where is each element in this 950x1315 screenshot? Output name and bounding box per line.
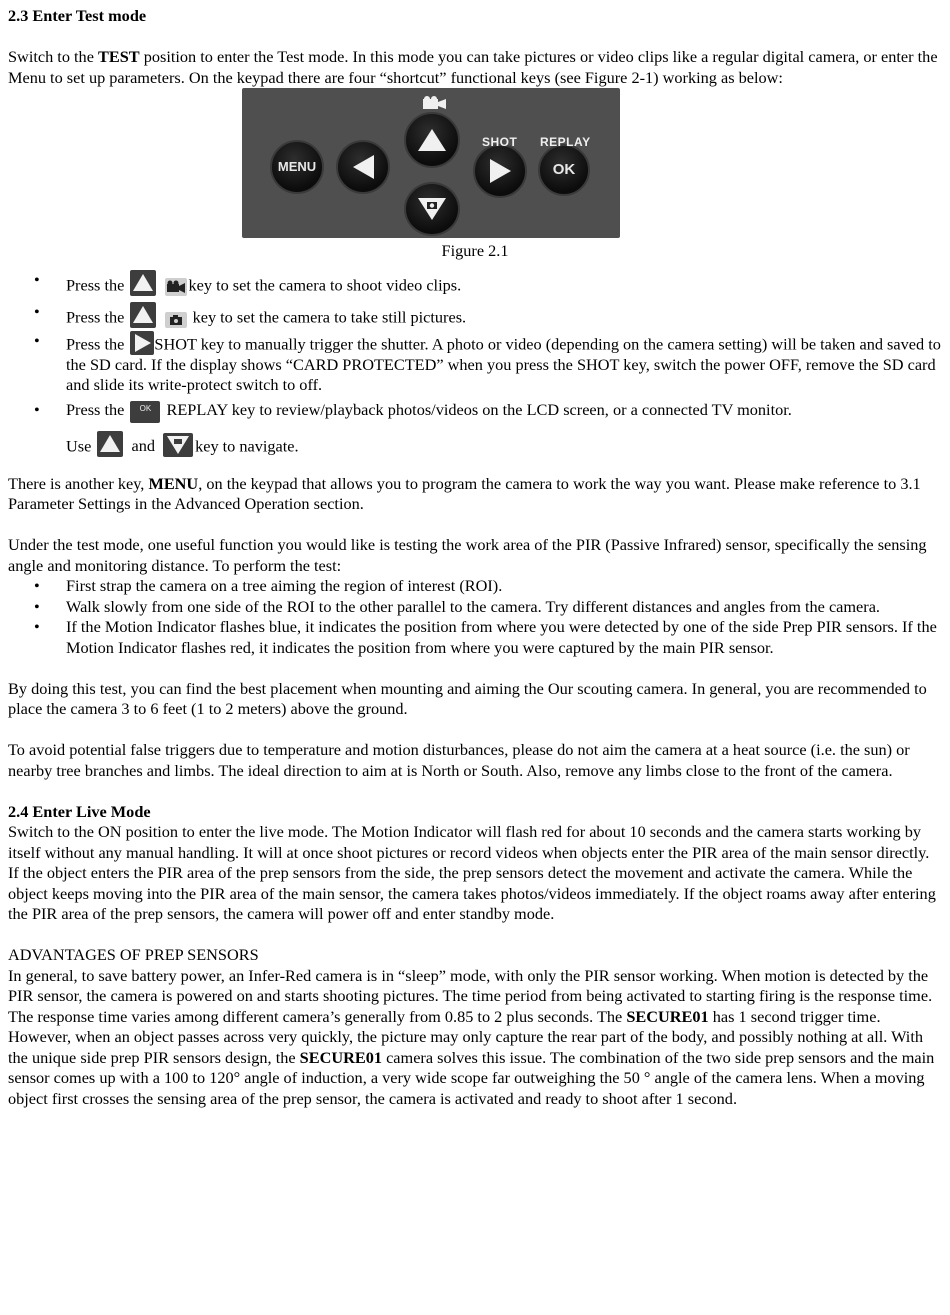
list-item: • First strap the camera on a tree aiming the region of interest (ROI). [66,576,942,597]
menu-key: MENU [270,140,324,194]
list-item: • Press the OK REPLAY key to review/playback photos/videos on the LCD screen, or a connected TV monitor. Use and key to navigate. [66,400,942,457]
down-key [404,182,460,236]
list-item: • Press the key to set the camera to take still pictures. [66,302,942,328]
video-camera-icon [422,96,448,110]
camera-icon [165,312,187,328]
up-arrow-icon [97,431,123,457]
menu-key-paragraph: There is another key, MENU, on the keypad that allows you to program the camera to work the way you want. Please make reference to 3.1 Parameter Settings in the Advanced Operation section. [8,473,921,513]
left-key [336,140,390,194]
replay-label: REPLAY [540,135,591,149]
navigate-line: Use and key to navigate. [66,431,942,457]
down-arrow-camera-icon [163,433,193,457]
figure-caption: Figure 2.1 [441,241,509,260]
ok-key-icon: OK [130,401,160,423]
left-arrow-icon [350,153,376,181]
section-heading-test-mode: 2.3 Enter Test mode [8,6,147,25]
up-arrow-icon [130,302,156,328]
test-mode-intro: Switch to the TEST position to enter the Test mode. In this mode you can take pictures or video clips like a regular digital camera, or enter the Menu to set up parameters. On the keypad there are four “shortcut” functional keys (see Figure 2-1) working as below: [8,47,938,87]
live-mode-paragraph: Switch to the ON position to enter the live mode. The Motion Indicator will flash red for about 10 seconds and the camera starts working by itself without any manual handling. It will at once shoot pictures or record videos when objects enter the PIR area of the main sensor directly. If the object enters the PIR area of the prep sensors from the side, the prep sensors detect the movement and activate the camera. While the object keeps moving into the PIR area of the main sensor, the camera takes photos/videos immediately. If the object roams away after entering the PIR area of the prep sensors, the camera will power off and enter standby mode. [8,822,936,923]
pir-test-list [8,576,942,658]
list-item: • Press the key to set the camera to shoot video clips. [66,270,942,296]
right-arrow-icon [487,157,513,185]
advantages-paragraph: In general, to save battery power, an Infer-Red camera is in “sleep” mode, with only the PIR sensor working. When motion is detected by the PIR sensor, the camera is powered on and starts shooting pictures. The time period from being activated to starting firing is the response time. The response time varies among different camera’s generally from 0.85 to 2 plus seconds. The SECURE01 has 1 second trigger time. However, when an object passes across very quickly, the picture may only capture the rear part of the body, and possibly nothing at all. With the unique side prep PIR sensors design, the SECURE01 camera solves this issue. The combination of the two side prep sensors and the main sensor comes up with a 100 to 120° angle of induction, a very wide scope far outweighing the 50 ° angle of the camera lens. When a moving object first crosses the sensing area of the prep sensor, the camera is activated and ready to shoot after 1 second. [8,965,935,1108]
keypad-figure [242,88,620,238]
up-key [404,112,460,168]
advantages-heading: ADVANTAGES OF PREP SENSORS [8,945,259,964]
up-arrow-icon [130,270,156,296]
false-triggers-paragraph: To avoid potential false triggers due to temperature and motion disturbances, please do not aim the camera at a heat source (i.e. the sun) or nearby tree branches and limbs. The ideal direction to aim at is North or South. Also, remove any limbs close to the front of the camera. [8,740,910,780]
right-arrow-icon [130,331,154,355]
pir-test-paragraph: Under the test mode, one useful function you would like is testing the work area of the PIR (Passive Infrared) sensor, specifically the sensing angle and monitoring distance. To perform the test: [8,535,927,575]
placement-paragraph: By doing this test, you can find the best placement when mounting and aiming the Our scouting camera. In general, you are recommended to place the camera 3 to 6 feet (1 to 2 meters) above the ground. [8,678,927,718]
ok-replay-key: OK [538,144,590,196]
video-camera-icon [165,278,187,296]
section-heading-live-mode: 2.4 Enter Live Mode [8,801,151,821]
list-item: • Walk slowly from one side of the ROI to the other parallel to the camera. Try different distances and angles from the camera. [66,597,942,618]
list-item: • Press the SHOT key to manually trigger the shutter. A photo or video (depending on the camera setting) will be taken and saved to the SD card. If the display shows “CARD PROTECTED” when you press the SHOT key, switch the power OFF, remove the SD card and slide its write-protect switch to off. [66,331,942,396]
shot-label: SHOT [482,135,518,149]
shortcut-key-list [8,270,942,457]
down-arrow-camera-icon [416,196,448,222]
up-arrow-icon [416,127,448,153]
list-item: • If the Motion Indicator flashes blue, it indicates the position from where you were detected by one of the side Prep PIR sensors. If the Motion Indicator flashes red, it indicates the position from where you were captured by the main PIR sensor. [66,617,942,658]
